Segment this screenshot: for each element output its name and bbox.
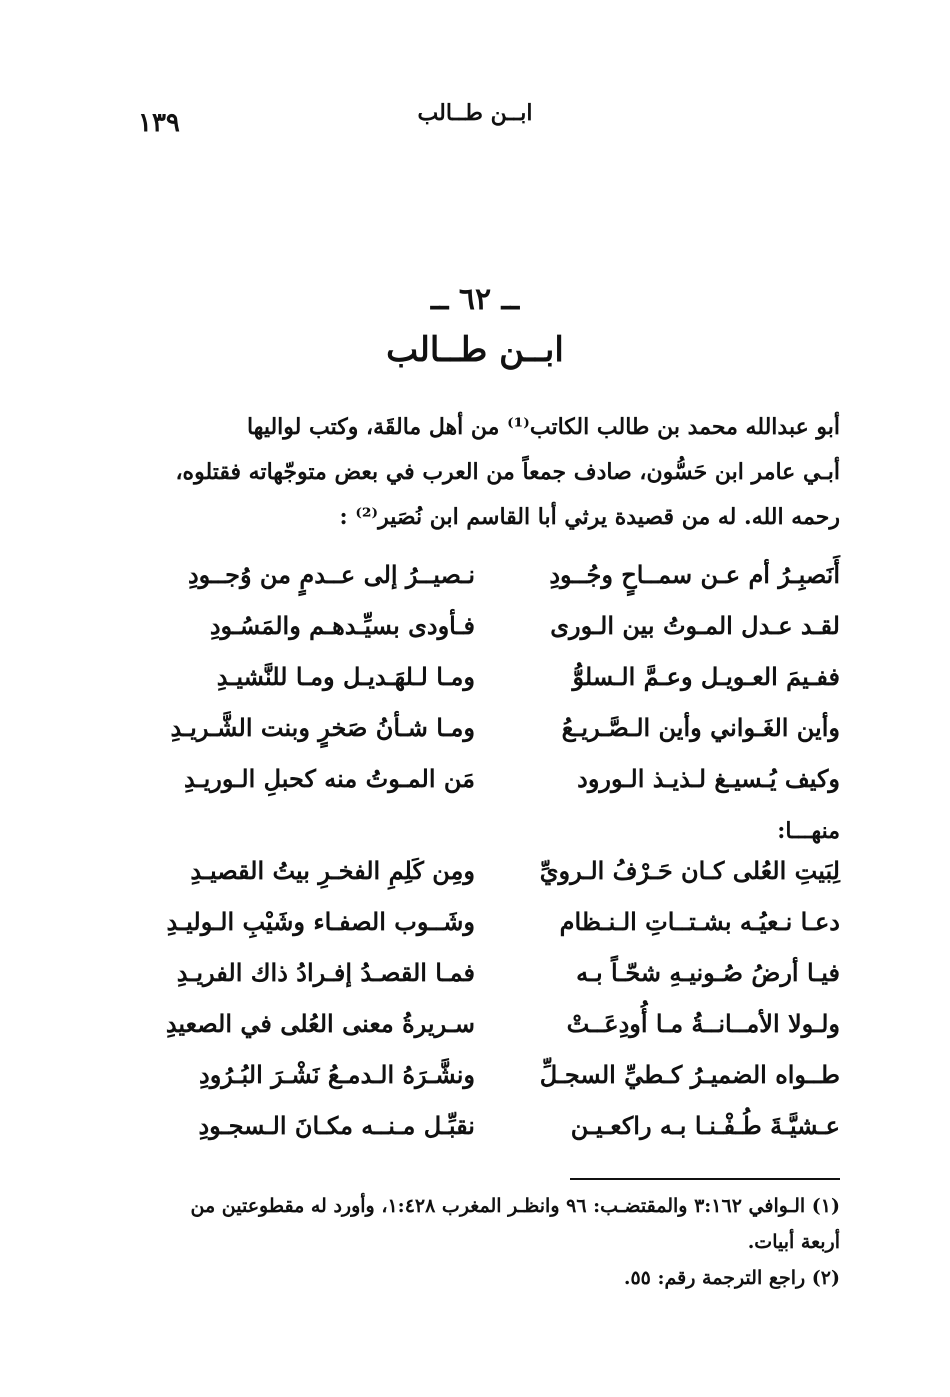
verse-second-hemistich: ومِن كَلِمِ الفخـرِ بيتُ القصيـدِ (190, 856, 475, 885)
verse (135, 662, 840, 713)
biography-line: أبـي عامر ابن حَسُّون، صادف جمعاً من العرب في بعض متوجّهاته فقتلوه، (175, 459, 840, 485)
verse-first-hemistich: ففـيمَ العـويـل وعـمَّ الـسلوُّ (572, 662, 840, 691)
verse-first-hemistich: عـشيَّـةَ طُـفْـنـا بـه راكعـيـن (570, 1111, 840, 1140)
footnotes (135, 1188, 840, 1296)
verse-second-hemistich: نقبِّـل مـنــه مكـانَ الـسجـودِ (198, 1111, 475, 1140)
footnote-line: (١) الـوافي ٣:١٦٢ والمقتضـب: ٩٦ وانظـر المغرب ١:٤٢٨، وأورد له مقطوعتين من (190, 1195, 840, 1217)
running-title: ابــن طــالب (417, 100, 533, 126)
verse (135, 958, 840, 1009)
entry-title: ابــن طــالب (386, 330, 564, 370)
verse-second-hemistich: ومـا لـلهَـديـل ومـا للنَّشيـدِ (216, 662, 475, 691)
biography-paragraph (135, 405, 840, 540)
verse (135, 856, 840, 907)
biography-line: رحمه الله. له من قصيدة يرثي أبا القاسم ابن نُصَير⁽²⁾ : (339, 504, 840, 530)
verse (135, 560, 840, 611)
verse-first-hemistich: دعـا نـعيُـه بشـتــاتِ الـنـظام (559, 907, 840, 936)
verse-second-hemistich: ومـا شـأنُ صَخرٍ وبنت الشَّـريـدِ (170, 713, 475, 742)
verse-first-hemistich: وأين الغَـواني وأين الـصَّـريـعُ (561, 713, 840, 742)
verse-second-hemistich: فمـا القصـدُ إفـرادُ ذاك الفريـدِ (176, 958, 475, 987)
verse (135, 764, 840, 815)
verse (135, 611, 840, 662)
verse-second-hemistich: نـصيــرُ إلى عــدمٍ من وُجــودِ (187, 560, 475, 589)
excerpt-label: منهـــا: (777, 818, 840, 844)
verse-second-hemistich: فـأودى بسيِّـدهـم والمَسُـودِ (209, 611, 475, 640)
verse (135, 1060, 840, 1111)
footnote-divider (570, 1178, 840, 1180)
verse-first-hemistich: لقـد عـدل المـوتُ بين الـورى (550, 611, 840, 640)
verse (135, 713, 840, 764)
verse-second-hemistich: وشَــوب الصفـاء وشَيْبِ الـوليـدِ (166, 907, 475, 936)
footnote-line: (٢) راجع الترجمة رقم: ٥٥. (623, 1267, 840, 1289)
entry-number: ــ ٦٢ ــ (430, 282, 520, 317)
page-number: ١٣٩ (138, 108, 180, 138)
verse (135, 1009, 840, 1060)
verse-second-hemistich: ونشَّـرَهُ الـدمـعُ نَشْـرَ البُـرُودِ (199, 1060, 475, 1089)
verse-first-hemistich: أَنَصبِـرُ أم عـن سمــاحٍ وجُــودِ (549, 560, 840, 589)
verse (135, 907, 840, 958)
verse-first-hemistich: فيـا أرضُ صُـونيـهِ شحّـاً بـه (576, 958, 840, 987)
verse-first-hemistich: لِبَيتِ العُلى كـان حَـرْفُ الـرويِّ (539, 856, 840, 885)
verse-second-hemistich: مَن المـوتُ منه كحبلِ الـوريـدِ (183, 764, 475, 793)
verse-first-hemistich: وكيف يُـسيـغ لـذيـذ الـورود (577, 764, 840, 793)
poem-part-1 (135, 560, 840, 815)
biography-line: أبو عبدالله محمد بن طالب الكاتب⁽¹⁾ من أهل مالقَة، وكتب لواليها (246, 414, 840, 440)
verse (135, 1111, 840, 1162)
verse-first-hemistich: طــواه الضميـرُ كـطيِّ السجـلِّ (539, 1060, 840, 1089)
footnote-line: أربعة أبيات. (747, 1231, 840, 1253)
verse-second-hemistich: سـريرةُ معنى العُلى في الصعيدِ (165, 1009, 475, 1038)
verse-first-hemistich: ولـولا الأمــانــةُ مـا أُودِعَــتْ (566, 1009, 840, 1038)
poem-part-2 (135, 856, 840, 1162)
